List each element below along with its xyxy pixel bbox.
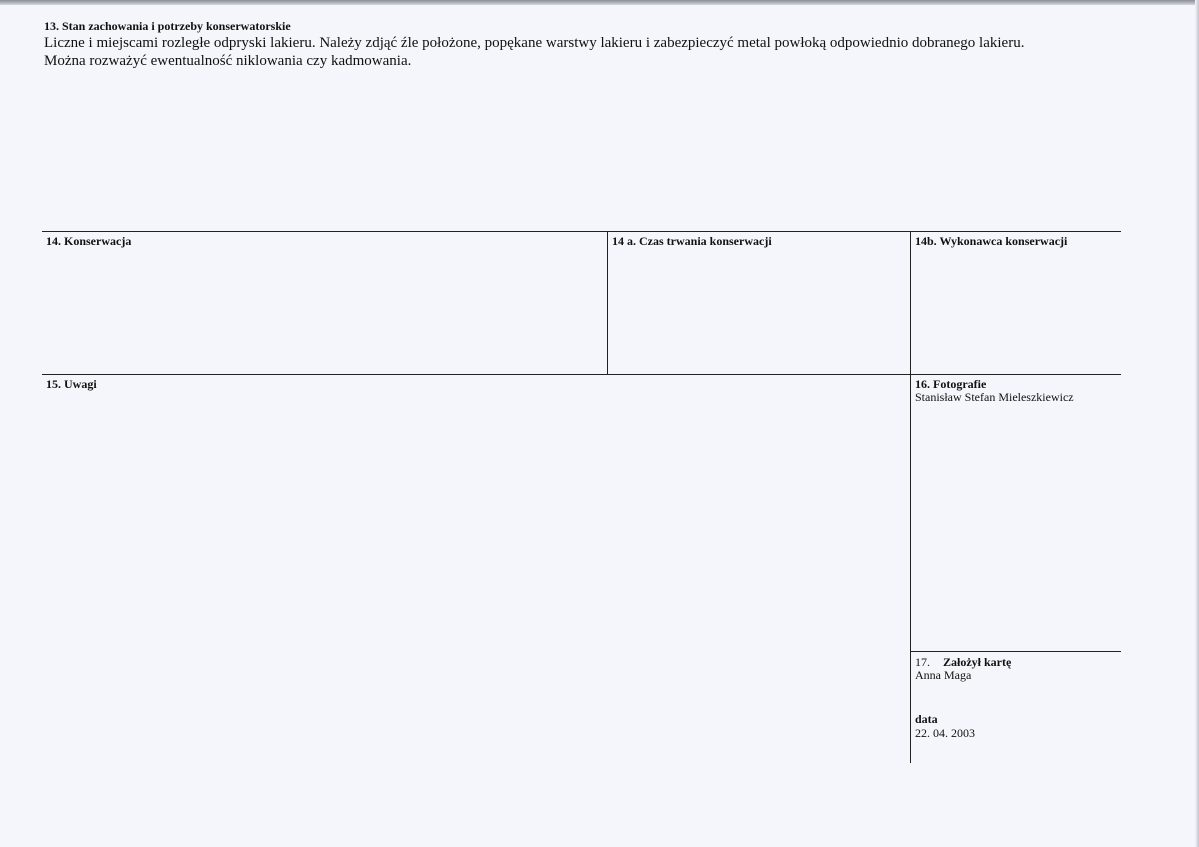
section-14b-title: 14b. Wykonawca konserwacji <box>915 234 1068 248</box>
scan-edge-top <box>0 0 1199 5</box>
scan-edge-right <box>1195 0 1199 847</box>
section-16-title: 16. Fotografie <box>915 377 987 391</box>
section-14a-title: 14 a. Czas trwania konserwacji <box>612 234 772 248</box>
section-13-line-1: Liczne i miejscami rozległe odpryski lakieru. Należy zdjąć źle położone, popękane warstwy lakieru i zabezpieczyć metal powłoką odpowiednio dobranego lakieru. <box>44 35 1025 51</box>
date-label: data <box>915 712 938 726</box>
table-top-border <box>42 231 1121 232</box>
section-15-title: 15. Uwagi <box>46 377 97 391</box>
section-16-photographer: Stanisław Stefan Mieleszkiewicz <box>915 390 1074 404</box>
section-13-line-2: Można rozważyć ewentualność niklowania czy kadmowania. <box>44 53 412 69</box>
section-13-title: 13. Stan zachowania i potrzeby konserwatorskie <box>44 19 291 33</box>
date-value: 22. 04. 2003 <box>915 726 975 740</box>
section-17-number: 17. <box>915 655 930 669</box>
column-divider-14a <box>607 231 608 375</box>
section-14-title: 14. Konserwacja <box>46 234 132 248</box>
section-13-body <box>44 34 1024 70</box>
row-divider <box>42 374 1121 375</box>
column-divider-14b <box>910 231 911 763</box>
section-17-author: Anna Maga <box>915 668 972 682</box>
section-17-top-border <box>910 651 1121 652</box>
section-17-title: Założył kartę <box>943 655 1012 669</box>
